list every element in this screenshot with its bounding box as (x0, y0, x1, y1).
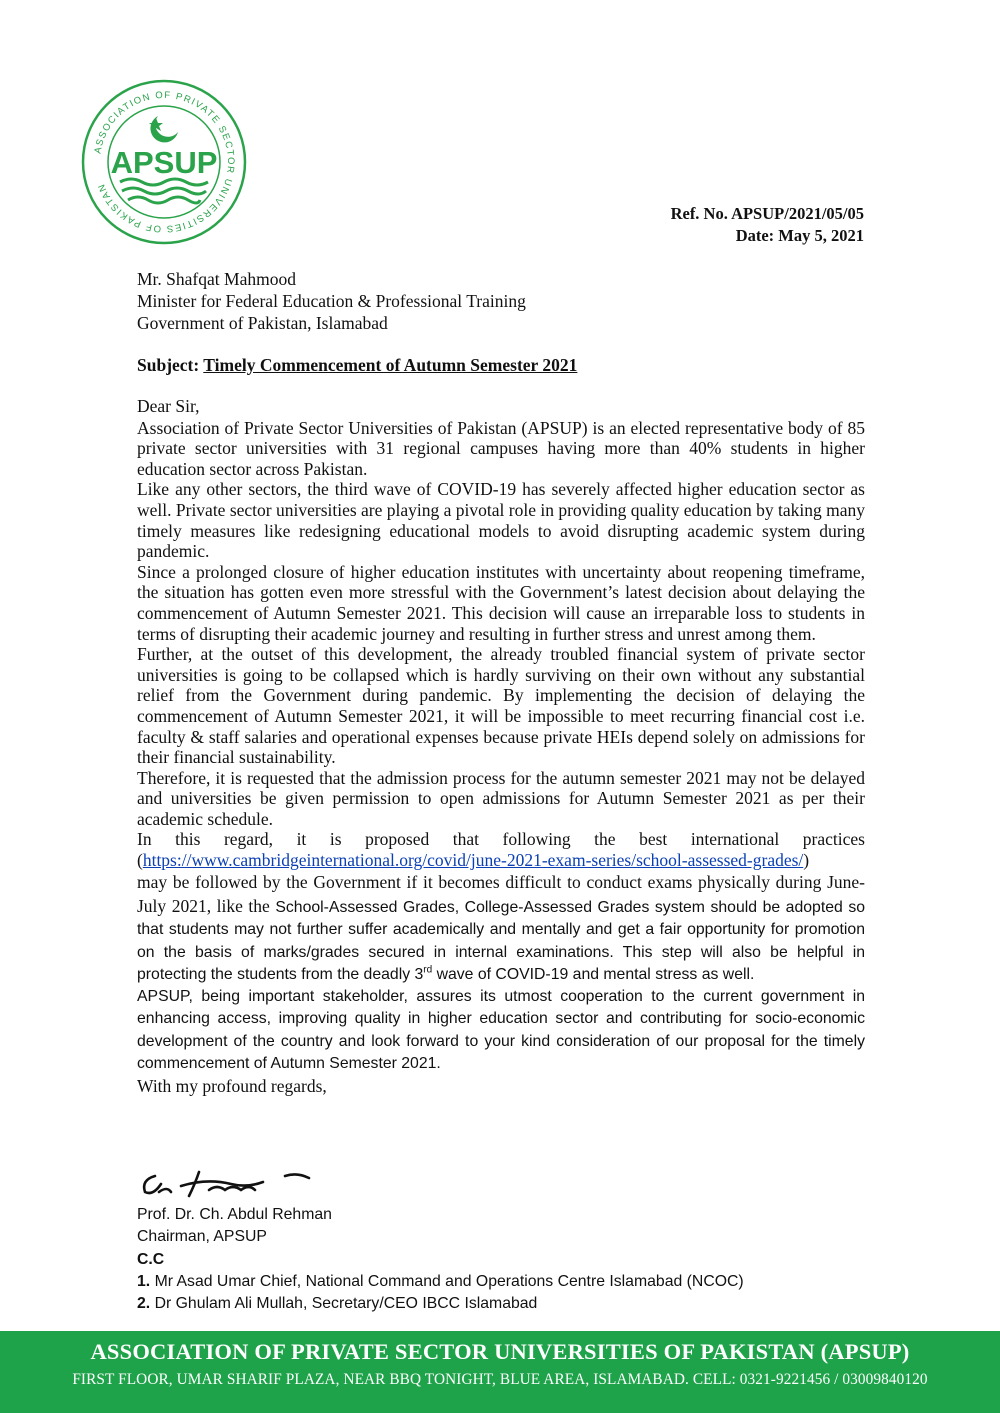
cc-label: C.C (137, 1250, 165, 1268)
cc-item: 1. Mr Asad Umar Chief, National Command and Operations Centre Islamabad (NCOC) (137, 1272, 744, 1290)
ordinal-sup: rd (423, 964, 433, 976)
footer-banner (0, 1331, 1000, 1413)
reference-block (671, 203, 864, 247)
crescent-star-icon (149, 116, 178, 142)
addressee-name: Mr. Shafqat Mahmood (137, 269, 296, 289)
paragraph-intro: Association of Private Sector Universities of Pakistan (APSUP) is an elected representative body of 85 private sector universities with 31 regional campuses having more than 40% students in higher education sector across Pakistan. (137, 417, 865, 479)
addressee-org: Government of Pakistan, Islamabad (137, 313, 388, 333)
waves-icon (120, 179, 208, 203)
proposal-end-text: wave of COVID-19 and mental stress as well. (436, 965, 755, 983)
paragraph-proposal-lead: In this regard, it is proposed that following the best international practices (137, 829, 865, 850)
paragraph-final: APSUP, being important stakeholder, assures its utmost cooperation to the current government in enhancing access, improving quality in higher education sector and contributing for socio-economic development of the country and look forward to your kind consideration of our proposal for the timely commencement of Autumn Semester 2021. (137, 988, 865, 1073)
signatory-title: Chairman, APSUP (137, 1228, 267, 1246)
subject-title: Timely Commencement of Autumn Semester 2021 (203, 355, 578, 375)
proposal-continuation (137, 871, 865, 1076)
proposal-url-line: (https://www.cambridgeinternational.org/covid/june-2021-exam-series/school-assessed-grades/) (137, 850, 810, 871)
footer-org-name: ASSOCIATION OF PRIVATE SECTOR UNIVERSITIES OF PAKISTAN (APSUP) (90, 1339, 910, 1364)
addressee-block (137, 268, 526, 334)
letter-body (137, 396, 865, 1097)
paragraph-closure: Since a prolonged closure of higher education institutes with uncertainty about reopening timeframe, the situation has gotten even more stressful with the Government’s latest decision about delaying the commencement of Autumn Semester 2021. This decision will cause an irreparable loss to students in terms of disrupting their academic journey and resulting in further stress and unrest among them. (137, 561, 865, 644)
paragraph-financial: Further, at the outset of this development, the already troubled financial system of private sector universities is going to be collapsed which is hardly surviving on their own without any substantial relief from the Government during pandemic. By implementing the decision of delaying the commencement of Autumn Semester 2021, it will be impossible to meet recurring financial cost i.e. faculty & staff salaries and operational expenses because private HEIs depend solely on admissions for their financial sustainability. (137, 644, 865, 768)
proposal-serif-text: may be followed by the Government if it becomes difficult to conduct exams physically during June-July 2021, like the (137, 871, 865, 916)
apsup-logo (80, 78, 248, 246)
addressee-title: Minister for Federal Education & Professional Training (137, 291, 526, 311)
closing: With my profound regards, (137, 1076, 327, 1097)
paragraph-request: Therefore, it is requested that the admission process for the autumn semester 2021 may not be delayed and universities be given permission to open admissions for Autumn Semester 2021 as per their academic schedule. (137, 767, 865, 829)
salutation: Dear Sir, (137, 396, 200, 416)
subject-label: Subject: (137, 355, 200, 375)
signatory-block (137, 1204, 744, 1315)
footer-address: FIRST FLOOR, UMAR SHARIF PLAZA, NEAR BBQ TONIGHT, BLUE AREA, ISLAMABAD. CELL: 0321-9221456 / 03009840120 (72, 1371, 928, 1388)
signature-icon (137, 1166, 317, 1200)
signatory-name: Prof. Dr. Ch. Abdul Rehman (137, 1206, 332, 1223)
cambridge-link[interactable]: https://www.cambridgeinternational.org/covid/june-2021-exam-series/school-assessed-grades/ (142, 850, 804, 871)
letter-date: Date: May 5, 2021 (735, 226, 864, 245)
logo-ring-text: ASSOCIATION OF PRIVATE SECTOR UNIVERSITIES OF PAKISTAN (92, 89, 237, 235)
proposal-sans-text: School-Assessed Grades, College-Assessed Grades system should be adopted so that students may not further suffer academically and mentally and get a fair opportunity for promotion on the basis of marks/grades secured in internal examinations. This step will also be helpful in protecting the students from the deadly 3 (137, 898, 866, 983)
subject-line (137, 355, 577, 376)
logo-initials: APSUP (110, 145, 218, 180)
paragraph-covid: Like any other sectors, the third wave of COVID-19 has severely affected higher education sector as well. Private sector universities are playing a pivotal role in providing quality education by taking many timely measures like redesigning educational models to avoid disrupting academic system during pandemic. (137, 479, 866, 562)
reference-number: Ref. No. APSUP/2021/05/05 (670, 204, 864, 223)
cc-item: 2. Dr Ghulam Ali Mullah, Secretary/CEO IBCC Islamabad (137, 1295, 538, 1313)
